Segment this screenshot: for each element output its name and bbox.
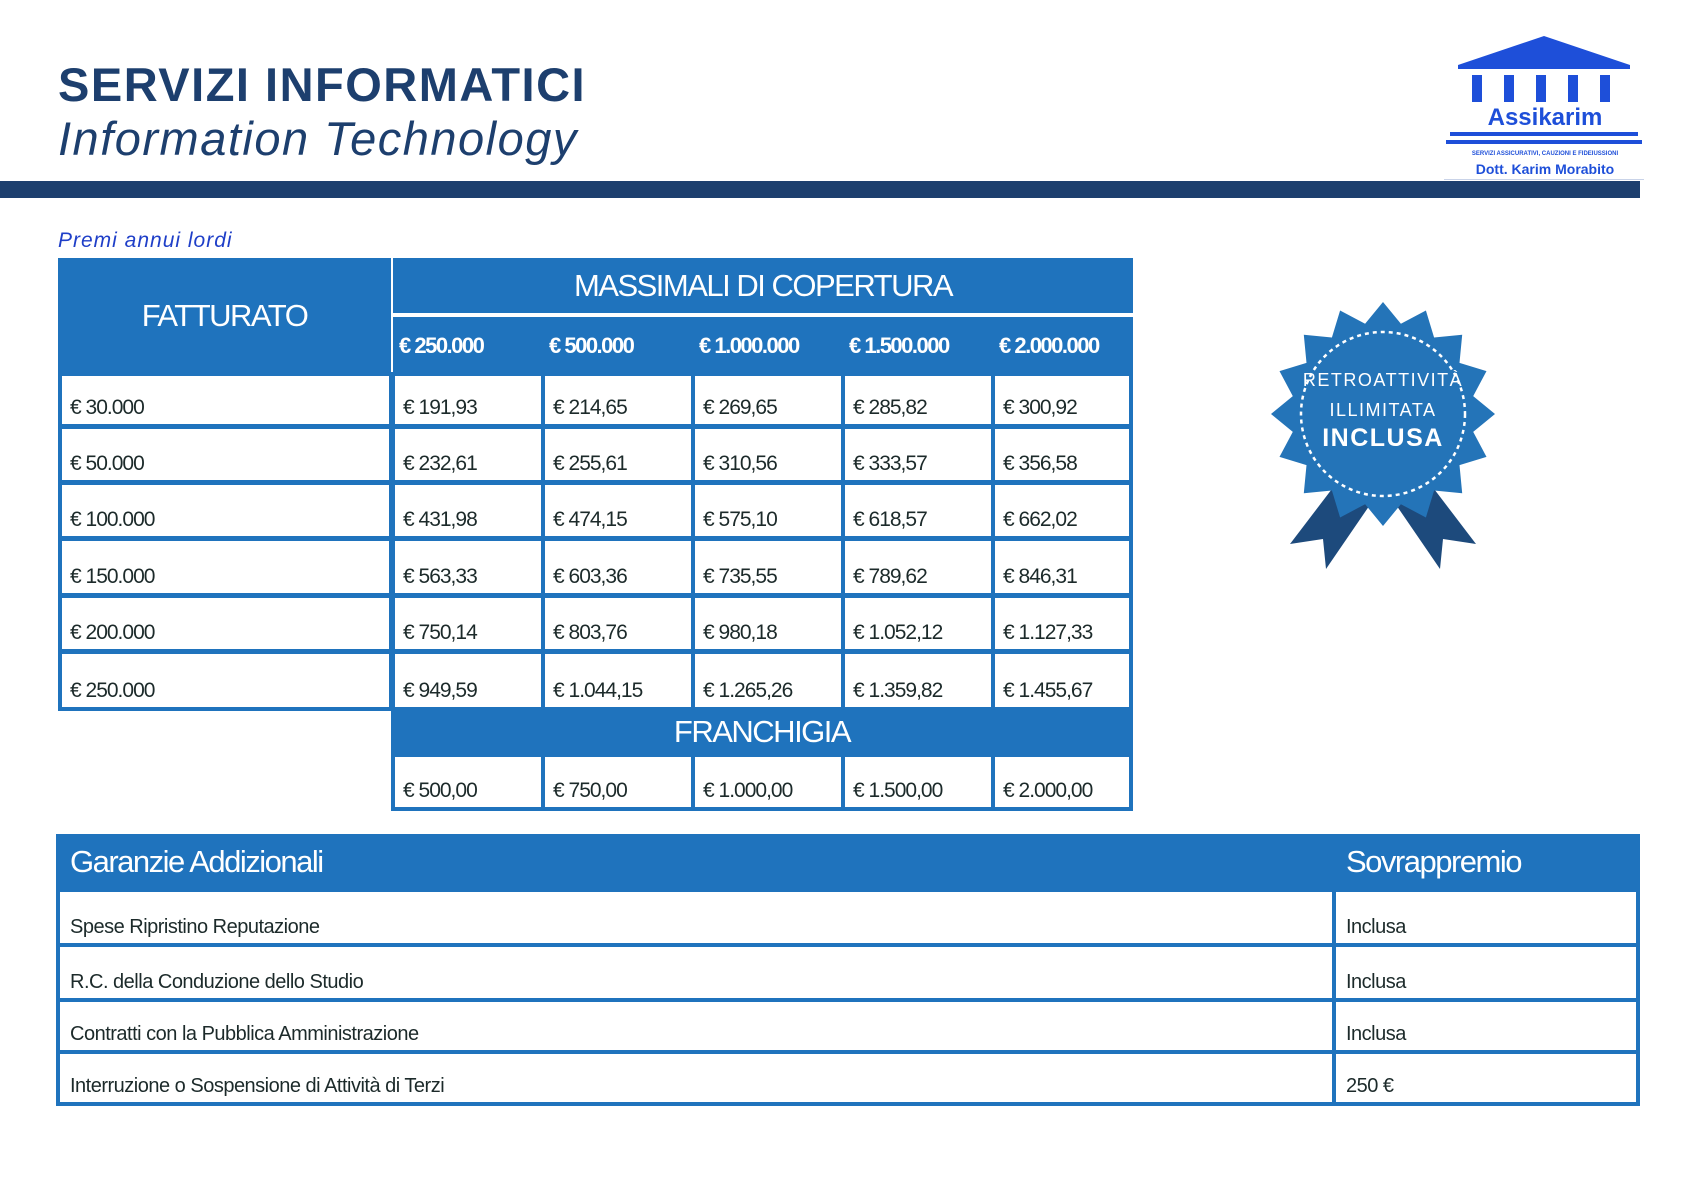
fatturato-cell: € 50.000 [58,425,393,484]
franchigia-header-label: FRANCHIGIA [673,714,851,749]
premium-cell: € 846,31 [991,537,1133,597]
franchigia-cell: € 2.000,00 [991,753,1133,811]
premium-cell: € 1.127,33 [991,594,1133,653]
premium-cell: € 980,18 [691,594,845,653]
fatturato-cell: € 200.000 [58,594,393,653]
franchigia-header [391,708,1133,756]
fatturato-cell: € 100.000 [58,481,393,540]
logo-owner: Dott. Karim Morabito [1475,161,1615,177]
garanzia-value-cell: Inclusa [1332,998,1640,1054]
garanzia-value-cell: Inclusa [1332,888,1640,947]
premi-label: Premi annui lordi [58,229,233,252]
premium-cell: € 603,36 [541,537,695,597]
massimali-header-label: MASSIMALI DI COPERTURA [573,267,953,303]
franchigia-cell: € 750,00 [541,753,695,811]
premium-cell: € 1.265,26 [691,650,845,711]
massimale-label: € 500.000 [549,332,634,358]
premium-cell: € 214,65 [541,372,695,428]
massimale-header [543,317,693,374]
premium-cell: € 1.052,12 [841,594,995,653]
premium-cell: € 803,76 [541,594,695,653]
badge-line1: RETROATTIVITÀ [1302,370,1464,390]
fatturato-header [58,258,391,374]
massimali-header [393,258,1133,313]
franchigia-cell: € 500,00 [391,753,545,811]
premium-cell: € 285,82 [841,372,995,428]
premium-cell: € 735,55 [691,537,845,597]
massimale-header [993,317,1133,374]
premium-cell: € 191,93 [391,372,545,428]
premium-cell: € 232,61 [391,425,545,484]
premium-cell: € 750,14 [391,594,545,653]
garanzia-name-cell: R.C. della Conduzione dello Studio [56,943,1336,1002]
premium-cell: € 789,62 [841,537,995,597]
premium-cell: € 300,92 [991,372,1133,428]
massimale-header [843,317,993,374]
garanzia-value-cell: Inclusa [1332,943,1640,1002]
premium-cell: € 1.359,82 [841,650,995,711]
fatturato-cell: € 150.000 [58,537,393,597]
garanzia-name-cell: Spese Ripristino Reputazione [56,888,1336,947]
premium-cell: € 949,59 [391,650,545,711]
premium-cell: € 310,56 [691,425,845,484]
garanzia-value-cell: 250 € [1332,1050,1640,1106]
fatturato-cell: € 30.000 [58,372,393,428]
logo-name: Assikarim [1487,104,1603,131]
premium-cell: € 255,61 [541,425,695,484]
garanzia-name-cell: Interruzione o Sospensione di Attività di Terzi [56,1050,1336,1106]
fatturato-header-label: FATTURATO [141,298,308,333]
massimale-header [393,317,543,374]
garanzie-header-left: Garanzie Addizionali [70,844,323,879]
garanzie-header-right: Sovrappremio [1346,844,1521,879]
badge-line3: INCLUSA [1322,424,1444,452]
massimale-label: € 1.500.000 [849,332,949,358]
massimale-label: € 250.000 [399,332,484,358]
premium-cell: € 431,98 [391,481,545,540]
badge-line2: ILLIMITATA [1329,400,1437,420]
massimale-label: € 1.000.000 [699,332,799,358]
page-title: SERVIZI INFORMATICI [58,58,587,111]
header-divider [0,181,1640,198]
massimale-header [693,317,843,374]
franchigia-cell: € 1.500,00 [841,753,995,811]
franchigia-cell: € 1.000,00 [691,753,845,811]
premium-cell: € 575,10 [691,481,845,540]
fatturato-cell: € 250.000 [58,650,393,711]
logo-tagline: SERVIZI ASSICURATIVI, CAUZIONI E FIDEIUSSIONI [1471,151,1619,157]
premium-cell: € 563,33 [391,537,545,597]
premium-cell: € 618,57 [841,481,995,540]
massimale-label: € 2.000.000 [999,332,1099,358]
garanzia-name-cell: Contratti con la Pubblica Amministrazione [56,998,1336,1054]
premium-cell: € 1.044,15 [541,650,695,711]
premium-cell: € 474,15 [541,481,695,540]
premium-cell: € 662,02 [991,481,1133,540]
page-subtitle: Information Technology [58,112,578,165]
garanzie-header [56,834,1640,890]
premium-cell: € 356,58 [991,425,1133,484]
premium-cell: € 333,57 [841,425,995,484]
premium-cell: € 269,65 [691,372,845,428]
premium-cell: € 1.455,67 [991,650,1133,711]
